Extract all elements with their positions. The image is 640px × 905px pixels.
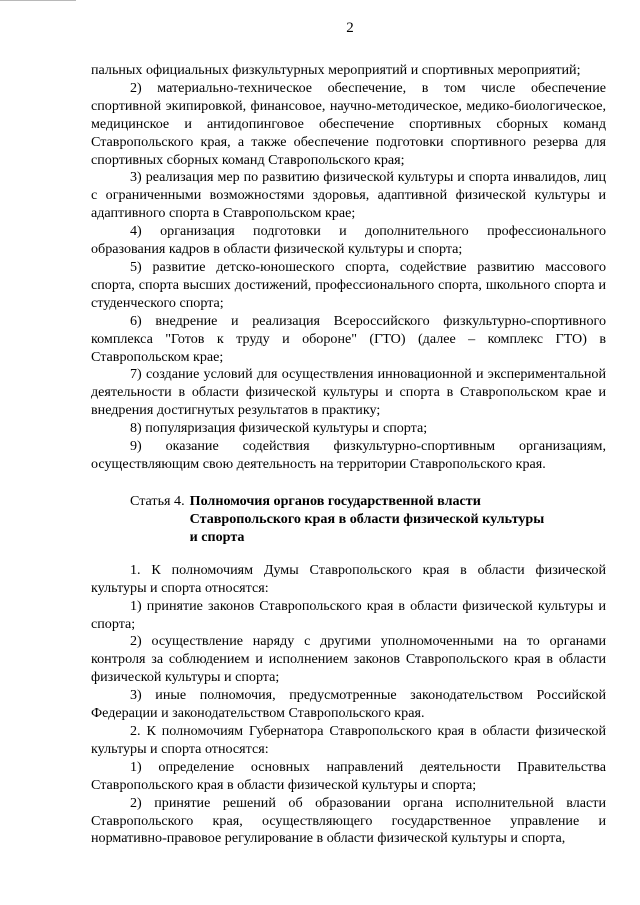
paragraph-continuation: пальных официальных физкультурных мероприятий и спортивных мероприятий;: [91, 62, 581, 78]
document-body: [91, 62, 606, 848]
article-heading: [130, 492, 606, 546]
list-item: 8) популяризация физической культуры и спорта;: [130, 420, 428, 437]
list-item: 5) развитие детско-юношеского спорта, содействие развитию массового спорта, спорта высших достижений, профессионального спорта, школьного спорта и студенческого спорта;: [91, 258, 606, 311]
list-item: 4) организация подготовки и дополнительного профессионального образования кадров в области физической культуры и спорта;: [91, 223, 606, 258]
list-item: 2) материально-техническое обеспечение, в том числе обеспечение спортивной экипировкой, финансовое, научно-методическое, медико-биологическое, медицинское и антидопинговое обеспечение спортивных сборных команд Ставропольского края, а также обеспечение подготовки спортивного резерва для спортивных сборных команд Ставропольского края;: [91, 79, 606, 168]
page-number: 2: [346, 20, 354, 36]
article-title: Полномочия органов государственной власти Ставропольского края в области физической культуры и спорта: [189, 492, 545, 545]
list-item: 7) создание условий для осуществления инновационной и экспериментальной деятельности в области физической культуры и спорта в Ставропольском крае и внедрения достигнутых результатов в практику;: [91, 366, 606, 419]
list-item: 1) определение основных направлений деятельности Правительства Ставропольского края в области физической культуры и спорта;: [91, 758, 606, 793]
list-item: 3) иные полномочия, предусмотренные законодательством Российской Федерации и законодательством Ставропольского края.: [91, 687, 606, 722]
list-item: 9) оказание содействия физкультурно-спортивным организациям, осуществляющим свою деятельность на территории Ставропольского края.: [91, 438, 606, 472]
article-label: Статья 4.: [130, 492, 185, 509]
list-item: 6) внедрение и реализация Всероссийского физкультурно-спортивного комплекса "Готов к труду и обороне" (ГТО) (далее – комплекс ГТО) в Ставропольском крае;: [91, 312, 606, 365]
list-item: 2) осуществление наряду с другими уполномоченными на то органами контроля за соблюдением и исполнением законов Ставропольского края в области физической культуры и спорта;: [91, 633, 606, 686]
paragraph: 2. К полномочиям Губернатора Ставропольского края в области физической культуры и спорта относятся:: [91, 723, 606, 757]
paragraph: 1. К полномочиям Думы Ставропольского края в области физической культуры и спорта относятся:: [91, 561, 606, 596]
list-item: 2) принятие решений об образовании органа исполнительной власти Ставропольского края, осуществляющего государственное управление и нормативно-правовое регулирование в области физической культуры и спорта,: [91, 794, 606, 847]
list-item: 1) принятие законов Ставропольского края в области физической культуры и спорта;: [91, 597, 606, 632]
scan-corner-mark: [0, 0, 76, 1]
list-item: 3) реализация мер по развитию физической культуры и спорта инвалидов, лиц с ограниченными возможностями здоровья, адаптивной физической культуры и адаптивного спорта в Ставропольском крае;: [91, 169, 606, 222]
